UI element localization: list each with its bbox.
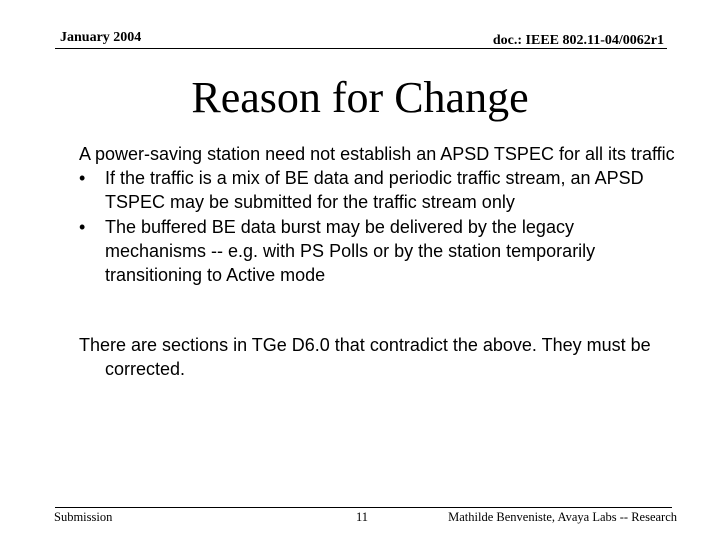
slide-title: Reason for Change	[191, 73, 529, 122]
bullet-marker: •	[79, 168, 86, 189]
header-date: January 2004	[60, 30, 142, 45]
footer-author: Mathilde Benveniste, Avaya Labs -- Research	[448, 510, 677, 524]
intro-paragraph: A power-saving station need not establish an APSD TSPEC for all its traffic	[79, 144, 675, 164]
slide-body	[79, 142, 679, 382]
bullet-text: The buffered BE data burst may be delivered by the legacy mechanisms -- e.g. with PS Polls or by the station temporarily transitioning to Active mode	[105, 216, 596, 286]
footer-rule	[55, 507, 672, 508]
bullet-item	[79, 215, 679, 288]
header-doc-id: doc.: IEEE 802.11-04/0062r1	[492, 33, 664, 48]
bullet-text: If the traffic is a mix of BE data and periodic traffic stream, an APSD TSPEC may be submitted for the traffic stream only	[105, 168, 644, 213]
footer-submission: Submission	[54, 510, 113, 524]
bullet-marker: •	[79, 216, 86, 237]
header-rule	[55, 48, 667, 49]
bullet-item	[79, 166, 679, 214]
bullet-list	[79, 166, 679, 287]
footer-page-number: 11	[356, 510, 369, 524]
closing-paragraph: There are sections in TGe D6.0 that contradict the above. They must be corrected.	[79, 335, 651, 380]
